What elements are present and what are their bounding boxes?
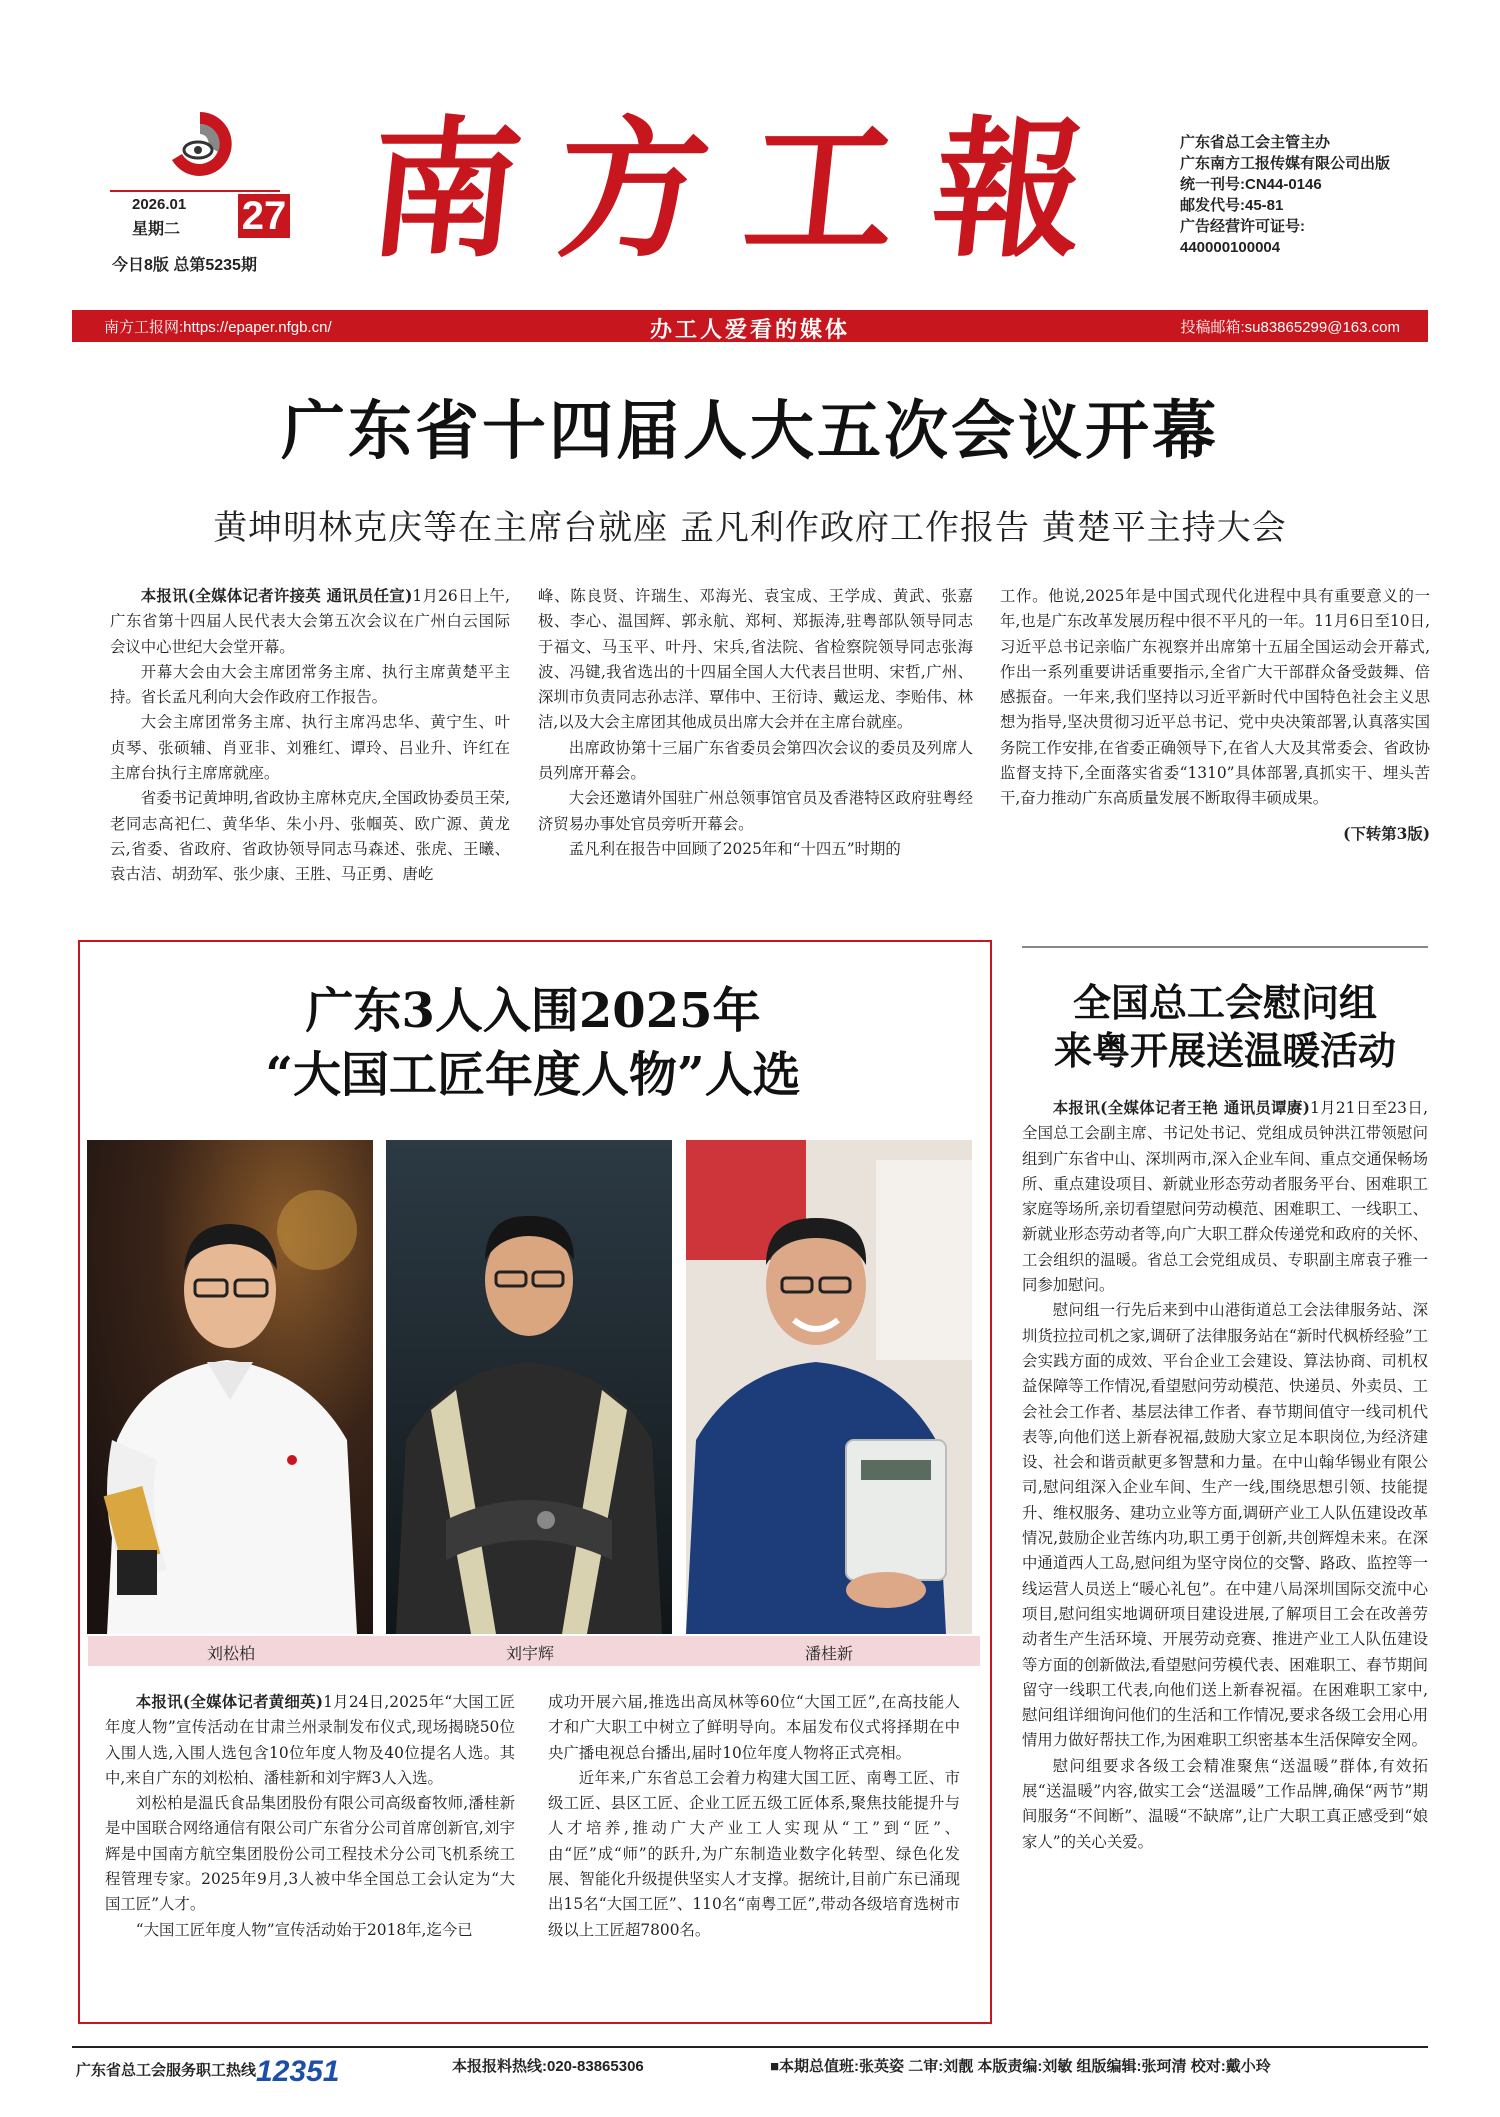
lead-subhead: 黄坤明林克庆等在主席台就座 孟凡利作政府工作报告 黄楚平主持大会: [213, 508, 1287, 548]
lead-column-2: [538, 584, 973, 862]
divider: [1022, 946, 1428, 948]
feature-column-2: [548, 1690, 960, 1943]
lead-headline: 广东省十四届人大五次会议开幕: [281, 394, 1219, 469]
feature-headline: “大国工匠年度人物”人选: [265, 1047, 801, 1103]
news-tip-line: 本报报料热线:020-83865306: [452, 2058, 644, 2075]
lead-column-1: [110, 584, 510, 888]
portrait-photo: [87, 1140, 373, 1634]
paragraph: 工作。他说,2025年是中国式现代化进程中具有重要意义的一年,也是广东改革发展历程中很不平凡的一年。11月6日至10日,习近平总书记亲临广东视察并出席第十五届全国运动会开幕式,作出一系列重要讲话重要指示,全省广大干部群众备受鼓舞、倍感振奋。一年来,我们坚持以习近平新时代中国特色社会主义思想为指导,坚决贯彻习近平总书记、党中央决策部署,认真落实国务院工作安排,在省委正确领导下,在省人大及其常委会、省政协监督支持下,全面落实省委“1310”具体部署,真抓实干、埋头苦干,奋力推动广东高质量发展不断取得丰硕成果。: [1000, 587, 1430, 808]
photo-caption: 刘宇辉: [505, 1644, 554, 1663]
masthead-bar: [72, 310, 1428, 342]
pub-line: 广告经营许可证号:: [1180, 218, 1305, 235]
byline: 本报讯(全媒体记者王艳 通讯员谭赓): [1052, 1099, 1310, 1117]
pub-line: 广东南方工报传媒有限公司出版: [1180, 155, 1391, 172]
date-block: [110, 190, 290, 240]
paragraph: 1月21日至23日,全国总工会副主席、书记处书记、党组成员钟洪江带领慰问组到广东省中山、深圳两市,深入企业车间、重点交通保畅场所、重点建设项目、新就业形态劳动者服务平台、困难职工家庭等场所,亲切看望慰问劳动模范、困难职工、一线职工、新就业形态劳动者等,向广大职工群众传递党和政府的关怀、工会组织的温暖。省总工会党组成员、专职副主席袁子雅一同参加慰问。: [1022, 1099, 1428, 1295]
paragraph: 慰问组要求各级工会精准聚焦“送温暖”群体,有效拓展“送温暖”内容,做实工会“送温暖”工作品牌,确保“两节”期间服务“不间断”、温暖“不缺席”,让广大职工真正感受到“娘家人”的关心关爱。: [1022, 1756, 1428, 1851]
feature-headline: 广东3人入围2025年: [305, 983, 761, 1039]
pub-line: 邮发代号:45-81: [1180, 197, 1284, 214]
byline: 本报讯(全媒体记者许接英 通讯员任宣): [140, 587, 413, 605]
photo-caption: 刘松柏: [206, 1644, 255, 1663]
pub-line: 440000100004: [1180, 239, 1281, 256]
lead-column-3: [1000, 584, 1430, 847]
paragraph: “大国工匠年度人物”宣传活动始于2018年,迄今已: [135, 1920, 473, 1939]
paragraph: 近年来,广东省总工会着力构建大国工匠、南粤工匠、市级工匠、县区工匠、企业工匠五级工匠体系,聚焦技能提升与人才培养,推动广大产业工人实现从“工”到“匠”、由“匠”成“师”的跃升,为广东制造业数字化转型、绿色化发展、智能化升级提供坚实人才支撑。据统计,目前广东已涌现出15名“大国工匠”、110名“南粤工匠”,带动各级培育选树市级以上工匠超7800名。: [548, 1768, 960, 1939]
pub-line: 广东省总工会主管主办: [1180, 134, 1331, 151]
paragraph: 1月24日,2025年“大国工匠年度人物”宣传活动在甘肃兰州录制发布仪式,现场揭晓50位入围人选,入围人选包含10位年度人物及40位提名人选。其中,来自广东的刘松柏、潘桂新和刘宇辉3人入选。: [105, 1693, 515, 1787]
portrait-photo: [386, 1140, 672, 1634]
paragraph: 大会主席团常务主席、执行主席冯忠华、黄宁生、叶贞琴、张硕辅、肖亚非、刘雅红、谭玲、吕业升、许红在主席台执行主席席就座。: [110, 713, 510, 783]
pub-line: 统一刊号:CN44-0146: [1180, 176, 1322, 193]
photo-caption-bar: [88, 1636, 980, 1666]
paragraph: 1月26日上午,广东省第十四届人民代表大会第五次会议在广州白云国际会议中心世纪大会堂开幕。: [110, 587, 510, 656]
footer-rule: [72, 2046, 1428, 2048]
paragraph: 孟凡利在报告中回顾了2025年和“十四五”时期的: [568, 839, 901, 858]
hotline: [76, 2055, 339, 2089]
paragraph: 峰、陈良贤、许瑞生、邓海光、袁宝成、王学成、黄武、张嘉极、李心、温国辉、郭永航、郑柯、郑振涛,驻粤部队领导同志于福文、马玉平、叶丹、宋兵,省法院、省检察院领导同志张海波、冯键,我省选出的十四届全国人大代表吕世明、宋哲,广州、深圳市负责同志孙志洋、覃伟中、王衍诗、戴运龙、李贻伟、林洁,以及大会主席团其他成员出席大会并在主席台就座。: [538, 587, 973, 732]
feature-column-1: [105, 1690, 515, 1943]
slogan: 办工人爱看的媒体: [649, 318, 850, 343]
date-year-month: 2026.01: [132, 196, 187, 213]
side-column: [1022, 1096, 1428, 1855]
side-headline: 全国总工会慰问组: [1072, 980, 1377, 1025]
masthead-title: 南方工報: [360, 102, 1132, 278]
staff-credits: ■本期总值班:张英姿 二审:刘靓 本版责编:刘敏 组版编辑:张珂清 校对:戴小玲: [770, 2058, 1271, 2075]
paragraph: 开幕大会由大会主席团常务主席、执行主席黄楚平主持。省长孟凡利向大会作政府工作报告。: [110, 662, 510, 707]
issue-info: 今日8版 总第5235期: [112, 257, 257, 274]
publication-info: [1180, 132, 1390, 258]
hotline-label: 广东省总工会服务职工热线: [76, 2062, 257, 2079]
paragraph: 成功开展六届,推选出高凤林等60位“大国工匠”,在高技能人才和广大职工中树立了鲜明导向。本届发布仪式将择期在中央广播电视总台播出,届时10位年度人物将正式亮相。: [548, 1693, 960, 1762]
date-weekday: 星期二: [132, 221, 181, 238]
paragraph: 省委书记黄坤明,省政协主席林克庆,全国政协委员王荣,老同志高祀仁、黄华华、朱小丹、张帼英、欧广源、黄龙云,省委、省政府、省政协领导同志马森述、张虎、王曦、袁古洁、胡劲军、张少康、王胜、马正勇、唐屹: [110, 789, 510, 884]
hotline-number[interactable]: 12351: [256, 2055, 340, 2088]
paragraph: 刘松柏是温氏食品集团股份有限公司高级畜牧师,潘桂新是中国联合网络通信有限公司广东省分公司首席创新官,刘宇辉是中国南方航空集团股份公司工程技术分公司飞机系统工程管理专家。2025年9月,3人被中华全国总工会认定为“大国工匠”人才。: [105, 1794, 515, 1914]
paragraph: 大会还邀请外国驻广州总领事馆官员及香港特区政府驻粤经济贸易办事处官员旁听开幕会。: [538, 789, 973, 833]
continue-jump[interactable]: (下转第3版): [1343, 824, 1430, 843]
portrait-photo: [686, 1140, 972, 1634]
date-day-badge: 27: [238, 194, 290, 238]
paragraph: 慰问组一行先后来到中山港街道总工会法律服务站、深圳货拉拉司机之家,调研了法律服务站在“新时代枫桥经验”工会实践方面的成效、平台企业工会建设、算法协商、司机权益保障等工作情况,看望慰问劳动模范、快递员、外卖员、工会社会工作者、基层法律工作者、春节期间值守一线司机代表等,向他们送上新春祝福,鼓励大家立足本职岗位,为经济建设、社会和谐贡献更多智慧和力量。在中山翰华锡业有限公司,慰问组深入企业车间、生产一线,围绕思想引领、技能提升、维权服务、建功立业等方面,调研产业工人队伍建设改革情况,鼓励企业苦练内功,职工勇于创新,共创辉煌未来。在深中通道西人工岛,慰问组为坚守岗位的交警、路政、监控等一线运营人员送上“暖心礼包”。在中建八局深圳国际交流中心项目,慰问组实地调研项目建设进展,了解项目工会在改善劳动者生产生活环境、开展劳动竞赛、推进产业工人队伍建设等方面的创新做法,看望慰问劳模代表、困难职工、春节期间留守一线职工代表,向他们送上新春祝福。在困难职工家中,慰问组详细询问他们的生活和工作情况,要求各级工会用心用情用力做好帮扶工作,为困难职工织密基本生活保障安全网。: [1022, 1301, 1428, 1750]
side-headline: 来粤开展送温暖活动: [1053, 1028, 1396, 1073]
newspaper-logo-icon: [160, 104, 240, 184]
website-link[interactable]: 南方工报网:https://epaper.nfgb.cn/: [104, 319, 332, 336]
paragraph: 出席政协第十三届广东省委员会第四次会议的委员及列席人员列席开幕会。: [538, 738, 973, 783]
photo-caption: 潘桂新: [804, 1644, 853, 1663]
submission-email[interactable]: 投稿邮箱:su83865299@163.com: [1180, 319, 1400, 336]
byline: 本报讯(全媒体记者黄细英): [135, 1693, 324, 1711]
